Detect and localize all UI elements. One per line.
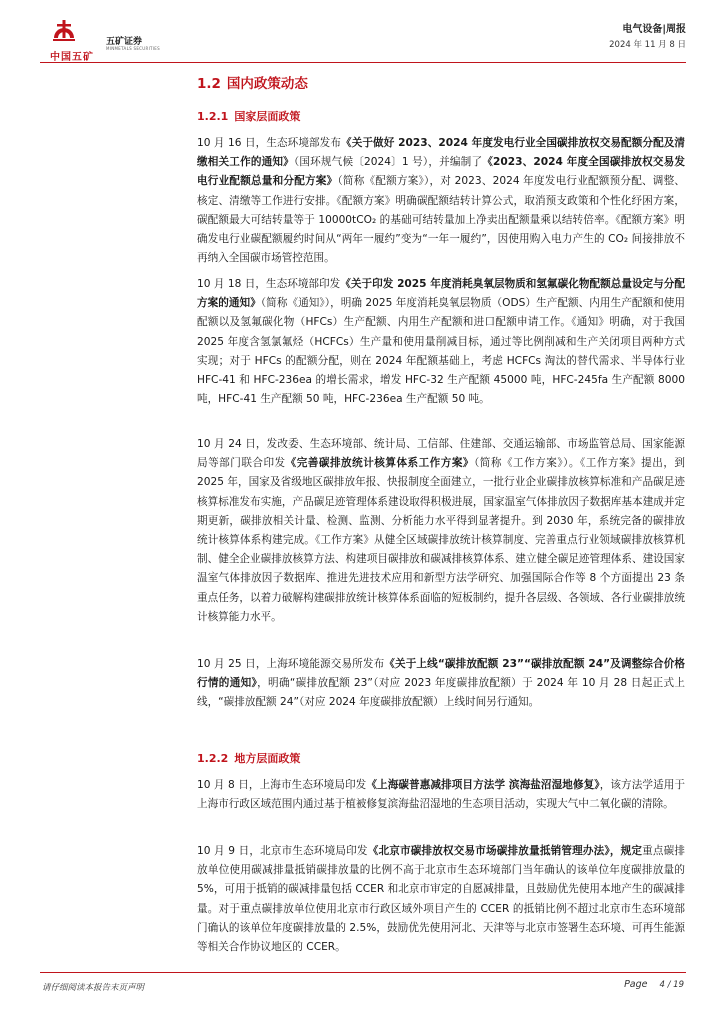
section-number: 1.2 [197,76,221,92]
subsection-title: 国家层面政策 [234,110,301,123]
paragraph-national-1 [197,134,685,268]
page-header [40,14,686,64]
policy-title: 《关于印发 2025 年度消耗臭氧层物质和氢氟碳化物配额总量设定与分配方案的通知》 [197,278,686,310]
policy-title: 《关于上线“碳排放配额 23”“碳排放配额 24”及调整综合价格行情的通知》 [197,658,685,690]
policy-title: 《完善碳排放统计核算体系工作方案》 [285,457,474,470]
para-text: （简称《通知》），明确 2025 年度消耗臭氧层物质（ODS）生产配额、内用生产配额和使用配额以及氢氟碳化物（HFCs）生产配额、内用生产配额和进口配额申请工作。《通知》明确，对于我国 2025 年度含氢氯氟烃（HCFCs）生产量和使用量削减目标，通过等比例削减和生产关闭项目两种方式实现；对于 HFCs 的配额分配，则在 2024 年配额基础上，考虑 HCFCs 淘汰的替代需求、半导体行业 HFC-41 和 HFC-236ea 的增长需求，增发 HFC-32 生产配额 45000 吨，HFC-245fa 生产配额 8000 吨，HFC-41 生产配额 50 吨，HFC-236ea 生产配额 50 吨。 [197,297,685,406]
paragraph-national-2 [197,275,685,409]
logo-securities-name: 五矿证券 [106,37,143,47]
header-divider [40,62,686,63]
para-text: 10 月 16 日，生态环境部发布 [197,137,342,149]
para-text: 10 月 8 日，上海市生态环境局印发 [197,779,367,791]
paragraph-national-3 [197,435,685,627]
subsection-number: 1.2.1 [197,110,229,123]
logo-company-name: 中国五矿 [50,52,94,63]
subsection-number: 1.2.2 [197,752,229,765]
report-title: 电气设备|周报 [622,24,686,35]
paragraph-local-2 [197,842,685,957]
para-text: （简称《工作方案》）。《工作方案》提出，到 2025 年，国家及省级地区碳排放年报、快报制度全面建立，一批行业企业碳排放核算标准和产品碳足迹核算标准发布实施，产品碳足迹管理体系建设取得积极进展，国家温室气体排放因子数据库基本建成并定期更新，碳排放相关计量、检测、监测、分析能力水平得到显著提升。到 2030 年，系统完备的碳排放统计核算体系构建完成。《工作方案》从健全区域碳排放统计核算制度、完善重点行业领域碳排放核算机制、健全企业碳排放核算方法、构建项目碳排放和碳减排核算体系、建立健全碳足迹管理体系、建设国家温室气体排放因子数据库、推进先进技术应用和新型方法学研究、加强国际合作等 8 个方面提出 23 条重点任务，以着力破解构建碳排放统计核算体系面临的短板制约，提升各层级、各领域、各行业碳排放统计核算能力水平。 [197,457,685,623]
para-text: 10 月 24 日，发改委、生态环境部、统计局、工信部、住建部、交通运输部、市场监管总局、国家能源局等部门联合印发 [197,438,685,470]
para-text: （国环规气候〔2024〕1 号），并编制了 [293,156,483,169]
subsection-heading-local [197,750,300,766]
subsection-title: 地方层面政策 [234,752,301,765]
policy-title: 《北京市碳排放权交易市场碳排放量抵销管理办法》，规定 [367,845,643,857]
page-number [624,979,684,990]
page-count: 4 / 19 [659,980,684,990]
footer-disclaimer: 请仔细阅读本报告末页声明 [42,983,145,993]
logo-securities-en: MINMETALS SECURITIES [106,46,160,51]
section-heading [197,72,308,92]
report-date: 2024 年 11 月 8 日 [609,40,686,50]
policy-title: 《上海碳普惠减排项目方法学 滨海盐沼湿地修复》 [366,779,600,791]
para-text: （简称《配额方案》），对 2023、2024 年度发电行业配额预分配、调整、核定、清缴等工作进行安排。《配额方案》明确碳配额结转计算公式，取消预支政策和个性化纾困方案，碳配额最大可结转量等于 10000tCO₂ 的基础可结转量加上净卖出配额量乘以结转倍率。《配额方案》明确发电行业碳配额履约时间从“两年一履约”变为“一年一履约”，因使用购入电力产生的 CO₂ 间接排放不再纳入全国碳市场管控范围。 [197,175,685,265]
para-text: 10 月 25 日，上海环境能源交易所发布 [197,658,385,670]
para-text: ，该方法学适用于上海市行政区域范围内通过基于植被修复滨海盐沼湿地的生态项目活动，实现大气中二氧化碳的清除。 [197,779,686,811]
page-label: Page [624,979,648,990]
para-text: 10 月 9 日，北京市生态环境局印发 [197,845,368,857]
company-logo [48,16,160,63]
footer-divider [40,972,686,973]
minmetals-logo-icon [50,16,78,44]
section-title: 国内政策动态 [226,76,308,92]
para-text: ，明确“碳排放配额 23”（对应 2023 年度碳排放配额）于 2024 年 10 月 28 日起正式上线，“碳排放配额 24”（对应 2024 年度碳排放配额）上线时间另行通知。 [197,677,686,709]
paragraph-national-4 [197,655,685,713]
policy-title: 《关于做好 2023、2024 年度发电行业全国碳排放权交易配额分配及清缴相关工作的通知》 [197,137,686,169]
paragraph-local-1 [197,776,685,814]
para-text: 重点碳排放单位使用碳减排量抵销碳排放量的比例不高于北京市生态环境部门当年确认的该单位年度碳排放量的 5%，可用于抵销的碳减排量包括 CCER 和北京市审定的自愿减排量，且鼓励优先使用本地产生的碳减排量。对于重点碳排放单位使用北京市行政区域外项目产生的 CCER 的抵销比例不超过北京市生态环境部门确认的该单位年度碳排放量的 2.5%，鼓励优先使用河北、天津等与北京市签署生态环境、可再生能源等相关合作协议地区的 CCER。 [197,845,685,954]
policy-title: 《2023、2024 年度全国碳排放权交易发电行业配额总量和分配方案》 [197,156,686,188]
para-text: 10 月 18 日，生态环境部印发 [197,278,341,290]
subsection-heading-national [197,108,300,124]
